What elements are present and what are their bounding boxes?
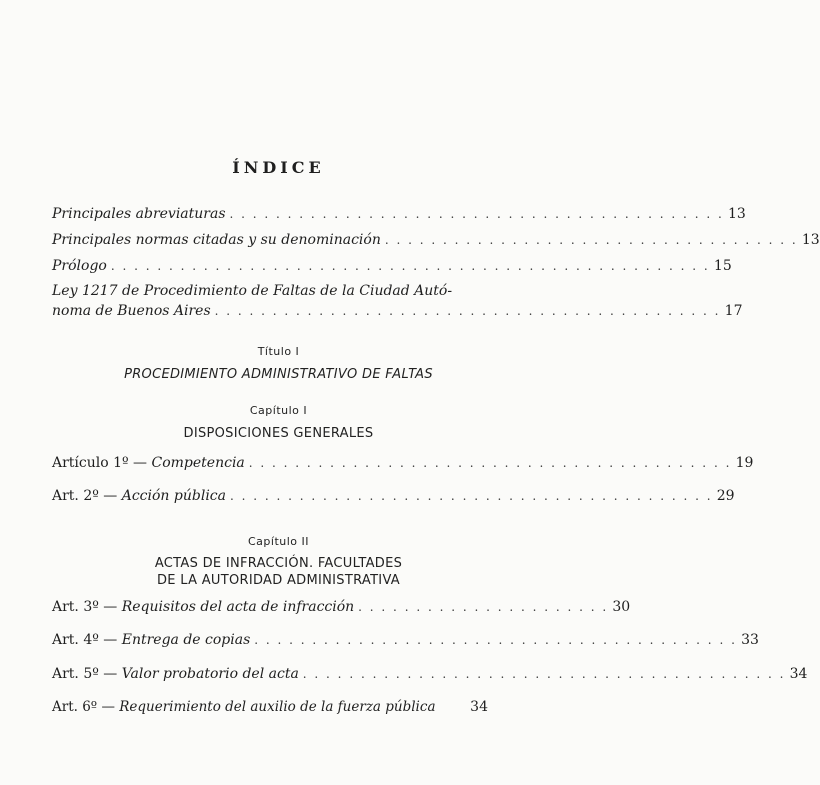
capitulo-1-heading: DISPOSICIONES GENERALES xyxy=(183,426,374,441)
entry-page: 30 xyxy=(612,599,631,615)
entry-page: 13 xyxy=(727,206,746,222)
toc-entry-art-1[interactable] xyxy=(52,453,754,473)
titulo-heading: PROCEDIMIENTO ADMINISTRATIVO DE FALTAS xyxy=(124,367,433,382)
article-title: Competencia xyxy=(151,455,245,471)
entry-page: 34 xyxy=(789,666,808,682)
capitulo-2-heading-line-1: ACTAS DE INFRACCIÓN. FACULTADES xyxy=(154,556,403,571)
leader-dots: . . . . . . . . . . . . . . . . . . . . . . . . . . . . . . . . . . . . . . . . . . xyxy=(229,489,713,503)
index-title: ÍNDICE xyxy=(232,158,325,177)
toc-entry-art-5[interactable] xyxy=(52,664,808,684)
entry-title-line-2: noma de Buenos Aires xyxy=(52,303,211,319)
entry-page: 13 xyxy=(801,232,820,248)
entry-title: Principales abreviaturas xyxy=(52,206,226,222)
entry-page: 33 xyxy=(741,632,759,648)
article-number: Art. 3º — xyxy=(52,599,122,615)
entry-page: 29 xyxy=(716,488,735,504)
leader-dots: . . . . . . . . . . . . . . . . . . . . . . . . . . . . . . . . . . . . . . . . . . xyxy=(254,633,737,647)
capitulo-2-label: Capítulo II xyxy=(247,535,309,548)
toc-entry-art-6[interactable] xyxy=(52,697,488,717)
article-title: Requisitos del acta de infracción xyxy=(121,599,355,615)
toc-entry-art-2[interactable] xyxy=(52,486,735,506)
toc-entry-normas-citadas[interactable] xyxy=(52,230,820,250)
article-title: Valor probatorio del acta xyxy=(121,666,299,682)
leader-dots: . . . . . . . . . . . . . . . . . . . . . . . . . . . . . . . . . . . . . . . . . . . xyxy=(229,207,724,221)
entry-title: Principales normas citadas y su denominación xyxy=(52,232,381,248)
leader-dots: . . . . . . . . . . . . . . . . . . . . . . . . . . . . . . . . . . . . xyxy=(384,233,798,247)
entry-page: 17 xyxy=(724,303,743,319)
toc-entry-art-3[interactable] xyxy=(52,597,631,617)
toc-entry-art-4[interactable] xyxy=(52,630,759,650)
toc-entry-abreviaturas[interactable] xyxy=(52,204,746,224)
entry-page: 34 xyxy=(470,699,488,715)
article-title: Entrega de copias xyxy=(121,632,251,648)
entry-page: 19 xyxy=(735,455,754,471)
article-title: Acción pública xyxy=(121,488,226,504)
toc-entry-ley-1217[interactable] xyxy=(52,281,743,321)
titulo-label: Título I xyxy=(257,345,300,358)
article-title: Requerimiento del auxilio de la fuerza pública xyxy=(119,699,436,715)
leader-dots: . . . . . . . . . . . . . . . . . . . . . . . . . . . . . . . . . . . . . . . . . . xyxy=(302,667,786,681)
leader-dots: . . . . . . . . . . . . . . . . . . . . . . . . . . . . . . . . . . . . . . . . . . . . xyxy=(214,304,721,318)
toc-entry-prologo[interactable] xyxy=(52,256,732,276)
entry-title-line-1: Ley 1217 de Procedimiento de Faltas de la Ciudad Autó- xyxy=(52,283,453,299)
article-number: Artículo 1º — xyxy=(52,455,152,471)
entry-page: 15 xyxy=(713,258,732,274)
entry-title: Prólogo xyxy=(52,258,107,274)
leader-dots: . . . . . . . . . . . . . . . . . . . . . . . . . . . . . . . . . . . . . . . . . . . . . . . . . . . . xyxy=(110,259,710,273)
article-number: Art. 5º — xyxy=(52,666,122,682)
article-number: Art. 4º — xyxy=(52,632,122,648)
capitulo-2-heading-line-2: DE LA AUTORIDAD ADMINISTRATIVA xyxy=(156,573,400,588)
leader-dots: . . . . . . . . . . . . . . . . . . . . . . xyxy=(358,600,609,614)
article-number: Art. 2º — xyxy=(52,488,122,504)
article-number: Art. 6º — xyxy=(52,699,120,715)
capitulo-1-label: Capítulo I xyxy=(249,404,308,417)
leader-dots: . . . . . . . . . . . . . . . . . . . . . . . . . . . . . . . . . . . . . . . . . . xyxy=(248,456,732,470)
